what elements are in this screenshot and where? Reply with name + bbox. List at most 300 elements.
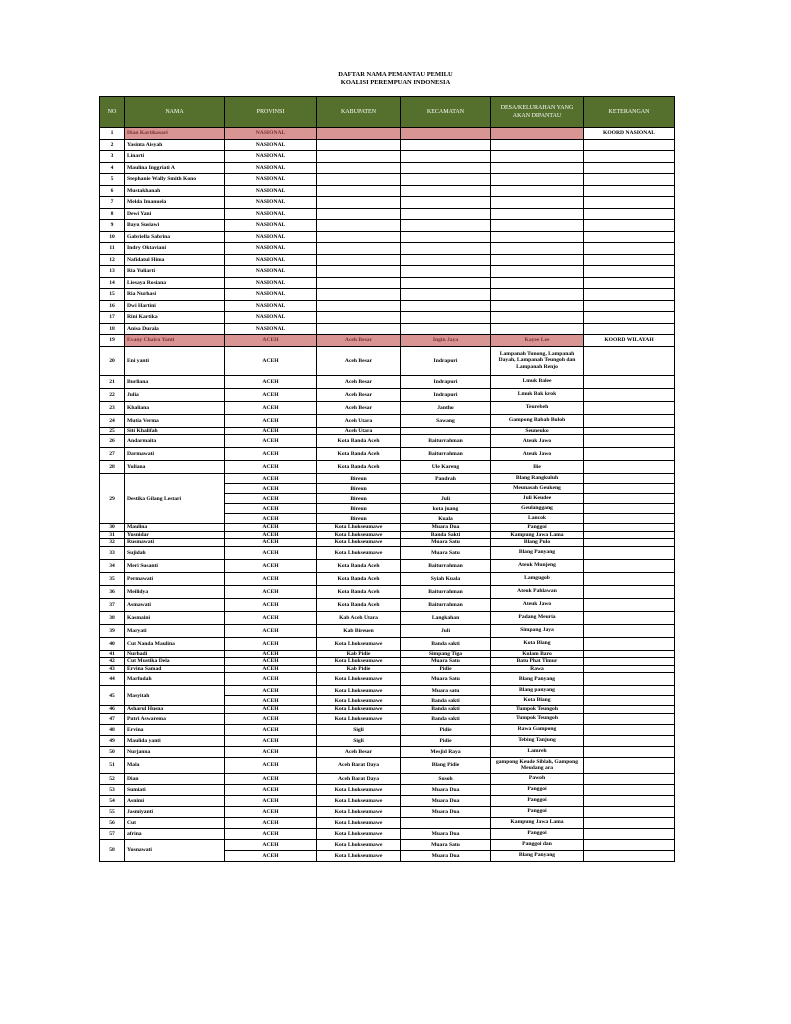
table-row	[100, 611, 675, 624]
table-row	[100, 220, 675, 232]
cell-nama: Asnimi	[125, 795, 225, 806]
cell-desa	[491, 208, 584, 220]
cell-no: 18	[100, 323, 125, 335]
cell-desa	[491, 312, 584, 324]
cell-keterangan	[584, 185, 675, 197]
cell-keterangan	[584, 243, 675, 255]
cell-desa: Lmuk Bak krok	[491, 388, 584, 401]
table-row	[100, 524, 675, 532]
document-title: DAFTAR NAMA PEMANTAU PEMILU	[338, 71, 453, 78]
cell-kabupaten: Kab Aceh Utara	[317, 611, 401, 624]
cell-provinsi: ACEH	[225, 346, 317, 375]
cell-kabupaten: Aceh Utara	[317, 414, 401, 427]
cell-keterangan	[584, 414, 675, 427]
cell-keterangan	[584, 611, 675, 624]
cell-no: 16	[100, 300, 125, 312]
cell-provinsi: NASIONAL	[225, 162, 317, 174]
cell-kabupaten: Aceh Barat Daya	[317, 757, 401, 773]
cell-desa: Padang Meuria	[491, 611, 584, 624]
table-row	[100, 673, 675, 686]
cell-desa	[491, 323, 584, 335]
cell-no: 43	[100, 665, 125, 673]
cell-no: 40	[100, 637, 125, 650]
cell-desa: Tumpok Teungoh	[491, 706, 584, 714]
cell-kabupaten: Sigli	[317, 735, 401, 746]
cell-provinsi: ACEH	[225, 650, 317, 658]
cell-nama: Meilidya	[125, 585, 225, 598]
cell-kecamatan	[401, 185, 491, 197]
cell-kabupaten	[317, 220, 401, 232]
cell-provinsi: ACEH	[225, 598, 317, 611]
cell-kabupaten: Kab Pidie	[317, 665, 401, 673]
cell-provinsi: ACEH	[225, 757, 317, 773]
table-row	[100, 637, 675, 650]
cell-kecamatan	[401, 427, 491, 435]
cell-provinsi: NASIONAL	[225, 220, 317, 232]
cell-kabupaten: Bireun	[317, 514, 401, 524]
cell-no: 41	[100, 650, 125, 658]
cell-keterangan	[584, 208, 675, 220]
cell-provinsi: ACEH	[225, 665, 317, 673]
cell-provinsi: ACEH	[225, 806, 317, 817]
cell-kecamatan: Juli	[401, 624, 491, 637]
cell-kabupaten: Sigli	[317, 724, 401, 735]
header-keterangan: KETERANGAN	[584, 97, 675, 128]
cell-kabupaten: Aceh Utara	[317, 427, 401, 435]
cell-keterangan	[584, 686, 675, 696]
cell-kecamatan: Muara Satu	[401, 839, 491, 850]
cell-kabupaten: Bireun	[317, 504, 401, 514]
cell-kecamatan: Juli	[401, 494, 491, 504]
cell-nama: Stephanie Wally Smith Kono	[125, 174, 225, 186]
cell-no: 47	[100, 713, 125, 724]
cell-nama: Mustakhanah	[125, 185, 225, 197]
header-nama: NAMA	[125, 97, 225, 128]
cell-kabupaten: Kota Banda Aceh	[317, 448, 401, 461]
table-row	[100, 839, 675, 850]
cell-provinsi: NASIONAL	[225, 300, 317, 312]
cell-no: 15	[100, 289, 125, 301]
cell-desa: Teurebeh	[491, 401, 584, 414]
cell-nama: Maulina	[125, 524, 225, 532]
cell-desa: Blang Panyang	[491, 850, 584, 861]
cell-kecamatan	[401, 243, 491, 255]
cell-kecamatan: Sawang	[401, 414, 491, 427]
table-row	[100, 474, 675, 484]
cell-desa: Ilie	[491, 461, 584, 474]
cell-keterangan	[584, 598, 675, 611]
cell-keterangan	[584, 388, 675, 401]
cell-nama: Sujidah	[125, 546, 225, 559]
cell-nama: Ria Yuliarti	[125, 266, 225, 278]
cell-provinsi: ACEH	[225, 448, 317, 461]
cell-kecamatan: Muara Dua	[401, 828, 491, 839]
cell-kabupaten: Kota Lhokseumawe	[317, 713, 401, 724]
table-row	[100, 401, 675, 414]
cell-nama: Yusnidar	[125, 531, 225, 539]
cell-kecamatan: Banda sakti	[401, 706, 491, 714]
cell-kecamatan: Muara Dua	[401, 524, 491, 532]
cell-nama: Asmawati	[125, 598, 225, 611]
cell-provinsi: NASIONAL	[225, 243, 317, 255]
cell-provinsi: NASIONAL	[225, 208, 317, 220]
cell-no: 58	[100, 839, 125, 861]
cell-keterangan	[584, 546, 675, 559]
cell-nama: Khaliana	[125, 401, 225, 414]
cell-no: 25	[100, 427, 125, 435]
cell-kecamatan: Muara Satu	[401, 658, 491, 666]
cell-desa: Ateuk Jawo	[491, 598, 584, 611]
cell-keterangan	[584, 746, 675, 757]
cell-nama: Kasmaini	[125, 611, 225, 624]
cell-desa: Simpang Jaya	[491, 624, 584, 637]
cell-kabupaten: Kota Lhokseumawe	[317, 817, 401, 828]
table-row	[100, 806, 675, 817]
cell-nama: Rini Kartika	[125, 312, 225, 324]
table-row	[100, 724, 675, 735]
cell-kabupaten: Bireun	[317, 494, 401, 504]
cell-kabupaten	[317, 266, 401, 278]
cell-kecamatan	[401, 300, 491, 312]
table-row	[100, 559, 675, 572]
cell-kecamatan: Muara satu	[401, 686, 491, 696]
cell-no: 49	[100, 735, 125, 746]
cell-kabupaten: Kab Pidie	[317, 650, 401, 658]
cell-nama: Destika Gilang Lestari	[125, 474, 225, 524]
cell-kecamatan: Pidie	[401, 665, 491, 673]
table-row	[100, 572, 675, 585]
cell-keterangan: KOORD NASIONAL	[584, 128, 675, 140]
table-body	[100, 128, 675, 862]
cell-kabupaten	[317, 162, 401, 174]
cell-provinsi: ACEH	[225, 375, 317, 388]
cell-no: 42	[100, 658, 125, 666]
cell-keterangan	[584, 724, 675, 735]
cell-keterangan	[584, 427, 675, 435]
cell-nama: Permawati	[125, 572, 225, 585]
cell-provinsi: ACEH	[225, 388, 317, 401]
cell-keterangan	[584, 665, 675, 673]
table-row	[100, 546, 675, 559]
cell-desa: gampong Keude Siblah, Gampong Meudang ara	[491, 757, 584, 773]
cell-keterangan	[584, 624, 675, 637]
cell-desa	[491, 220, 584, 232]
cell-kabupaten: Kota Lhokseumawe	[317, 696, 401, 706]
cell-desa	[491, 277, 584, 289]
table-row	[100, 346, 675, 375]
cell-provinsi: NASIONAL	[225, 254, 317, 266]
cell-kabupaten	[317, 174, 401, 186]
cell-nama: Cut Nanda Maulina	[125, 637, 225, 650]
cell-provinsi: ACEH	[225, 435, 317, 448]
cell-keterangan	[584, 795, 675, 806]
cell-nama: Sumiati	[125, 784, 225, 795]
cell-kabupaten: Kota Lhokseumawe	[317, 539, 401, 547]
cell-desa: Panggoi	[491, 828, 584, 839]
cell-nama: Indry Oktaviani	[125, 243, 225, 255]
cell-desa: Blang Rangkuluh	[491, 474, 584, 484]
cell-desa	[491, 162, 584, 174]
cell-kecamatan: Ule Kareng	[401, 461, 491, 474]
cell-provinsi: ACEH	[225, 546, 317, 559]
cell-nama: Jasmiyanti	[125, 806, 225, 817]
cell-kecamatan	[401, 162, 491, 174]
cell-keterangan	[584, 312, 675, 324]
cell-nama: Yusnawati	[125, 839, 225, 861]
cell-keterangan	[584, 514, 675, 524]
cell-desa: Juli Keudee	[491, 494, 584, 504]
cell-provinsi: ACEH	[225, 795, 317, 806]
cell-kecamatan	[401, 277, 491, 289]
table-row	[100, 539, 675, 547]
cell-kabupaten: Bireun	[317, 474, 401, 484]
cell-no: 50	[100, 746, 125, 757]
cell-desa: Geulanggang	[491, 504, 584, 514]
cell-keterangan	[584, 531, 675, 539]
cell-no: 46	[100, 706, 125, 714]
cell-keterangan	[584, 484, 675, 494]
cell-nama: Anisa Durala	[125, 323, 225, 335]
table-row	[100, 665, 675, 673]
cell-kecamatan: Pidie	[401, 735, 491, 746]
cell-provinsi: ACEH	[225, 474, 317, 484]
cell-provinsi: ACEH	[225, 658, 317, 666]
cell-no: 10	[100, 231, 125, 243]
cell-kabupaten: Aceh Besar	[317, 388, 401, 401]
cell-provinsi: ACEH	[225, 686, 317, 696]
cell-nama: Dian	[125, 773, 225, 784]
cell-desa: Kulam Baro	[491, 650, 584, 658]
cell-nama: Andarmaita	[125, 435, 225, 448]
cell-kabupaten: Kota Lhokseumawe	[317, 784, 401, 795]
cell-kabupaten: Kota Lhokseumawe	[317, 686, 401, 696]
header-kecamatan: KECAMATAN	[401, 97, 491, 128]
cell-desa: Kampung Jawa Lama	[491, 531, 584, 539]
cell-desa: Tumpok Teungoh	[491, 713, 584, 724]
cell-keterangan	[584, 784, 675, 795]
cell-no: 45	[100, 686, 125, 706]
table-row	[100, 266, 675, 278]
cell-no: 38	[100, 611, 125, 624]
cell-no: 9	[100, 220, 125, 232]
cell-desa: Batu Phat Timur	[491, 658, 584, 666]
cell-desa: Blang panyang	[491, 686, 584, 696]
table-row	[100, 713, 675, 724]
cell-nama: Gabriella Sabrina	[125, 231, 225, 243]
cell-desa: Panggoi	[491, 784, 584, 795]
table-row	[100, 335, 675, 347]
cell-desa: Ateuk Jawo	[491, 448, 584, 461]
cell-provinsi: ACEH	[225, 746, 317, 757]
cell-kabupaten: Kota Banda Aceh	[317, 598, 401, 611]
cell-kabupaten	[317, 323, 401, 335]
cell-kabupaten: Kota Banda Aceh	[317, 461, 401, 474]
cell-kecamatan: Baiturrahman	[401, 448, 491, 461]
cell-keterangan	[584, 637, 675, 650]
cell-desa: Tebing Tanjung	[491, 735, 584, 746]
cell-no: 22	[100, 388, 125, 401]
cell-keterangan	[584, 757, 675, 773]
cell-kabupaten: Kota Banda Aceh	[317, 559, 401, 572]
table-row	[100, 289, 675, 301]
cell-provinsi: NASIONAL	[225, 312, 317, 324]
cell-desa	[491, 289, 584, 301]
cell-nama: Ervina	[125, 724, 225, 735]
cell-provinsi: ACEH	[225, 673, 317, 686]
cell-provinsi: NASIONAL	[225, 128, 317, 140]
cell-kecamatan: Indrapuri	[401, 388, 491, 401]
cell-kecamatan	[401, 323, 491, 335]
cell-keterangan	[584, 735, 675, 746]
cell-kabupaten: Aceh Besar	[317, 375, 401, 388]
cell-nama: Dewi Yani	[125, 208, 225, 220]
cell-kabupaten	[317, 208, 401, 220]
cell-kabupaten: Aceh Besar	[317, 746, 401, 757]
cell-keterangan	[584, 448, 675, 461]
cell-kabupaten: Kota Banda Aceh	[317, 435, 401, 448]
cell-no: 1	[100, 128, 125, 140]
cell-provinsi: ACEH	[225, 559, 317, 572]
cell-provinsi: ACEH	[225, 524, 317, 532]
cell-kabupaten: Bireun	[317, 484, 401, 494]
cell-no: 7	[100, 197, 125, 209]
cell-desa: Panggoi	[491, 524, 584, 532]
cell-keterangan	[584, 572, 675, 585]
cell-nama: Putri Aswarema	[125, 713, 225, 724]
cell-no: 56	[100, 817, 125, 828]
cell-no: 2	[100, 139, 125, 151]
cell-no: 57	[100, 828, 125, 839]
cell-no: 13	[100, 266, 125, 278]
cell-no: 14	[100, 277, 125, 289]
cell-kecamatan: Banda sakti	[401, 713, 491, 724]
cell-desa: Lamgugob	[491, 572, 584, 585]
cell-kecamatan: Indrapuri	[401, 375, 491, 388]
cell-kabupaten: Kota Lhokseumawe	[317, 828, 401, 839]
cell-keterangan	[584, 401, 675, 414]
cell-desa: Blang Pulo	[491, 539, 584, 547]
cell-desa: Kota Blang	[491, 637, 584, 650]
cell-keterangan	[584, 300, 675, 312]
cell-desa	[491, 254, 584, 266]
cell-kabupaten: Kota Lhokseumawe	[317, 706, 401, 714]
cell-kabupaten: Kota Lhokseumawe	[317, 839, 401, 850]
table-row	[100, 139, 675, 151]
header-desa: DESA/KELURAHAN YANG AKAN DIPANTAU	[491, 97, 584, 128]
table-row	[100, 185, 675, 197]
cell-no: 12	[100, 254, 125, 266]
cell-kecamatan: Simpang Tiga	[401, 650, 491, 658]
header-no: NO	[100, 97, 125, 128]
cell-kabupaten: Aceh Besar	[317, 401, 401, 414]
cell-nama: Cut	[125, 817, 225, 828]
cell-provinsi: ACEH	[225, 624, 317, 637]
cell-nama: Eni yanti	[125, 346, 225, 375]
cell-keterangan	[584, 197, 675, 209]
cell-provinsi: ACEH	[225, 773, 317, 784]
cell-keterangan	[584, 494, 675, 504]
cell-nama: Mutia Verma	[125, 414, 225, 427]
cell-keterangan	[584, 585, 675, 598]
cell-no: 20	[100, 346, 125, 375]
cell-kecamatan	[401, 817, 491, 828]
cell-keterangan	[584, 839, 675, 850]
cell-kecamatan: Baiturrahman	[401, 598, 491, 611]
cell-no: 48	[100, 724, 125, 735]
cell-desa	[491, 243, 584, 255]
table-row	[100, 735, 675, 746]
cell-nama: Ervina Samad	[125, 665, 225, 673]
table-row	[100, 706, 675, 714]
cell-kecamatan	[401, 312, 491, 324]
cell-provinsi: ACEH	[225, 427, 317, 435]
cell-no: 26	[100, 435, 125, 448]
cell-nama: Masyitah	[125, 686, 225, 706]
cell-no: 35	[100, 572, 125, 585]
cell-keterangan	[584, 461, 675, 474]
cell-provinsi: ACEH	[225, 713, 317, 724]
cell-provinsi: ACEH	[225, 735, 317, 746]
cell-kecamatan	[401, 220, 491, 232]
cell-desa: Kayee Lee	[491, 335, 584, 347]
cell-no: 36	[100, 585, 125, 598]
cell-keterangan	[584, 139, 675, 151]
cell-kabupaten	[317, 151, 401, 163]
cell-keterangan	[584, 539, 675, 547]
cell-kabupaten: Aceh Barat Daya	[317, 773, 401, 784]
cell-kecamatan	[401, 266, 491, 278]
cell-kecamatan: Mesjid Raya	[401, 746, 491, 757]
cell-no: 37	[100, 598, 125, 611]
table-row	[100, 448, 675, 461]
cell-keterangan	[584, 174, 675, 186]
cell-kabupaten: Kota Lhokseumawe	[317, 658, 401, 666]
header-kabupaten: KABUPATEN	[317, 97, 401, 128]
table-row	[100, 461, 675, 474]
cell-provinsi: ACEH	[225, 484, 317, 494]
cell-desa: Panggoi	[491, 806, 584, 817]
cell-provinsi: ACEH	[225, 724, 317, 735]
table-row	[100, 197, 675, 209]
cell-provinsi: ACEH	[225, 784, 317, 795]
document-subtitle: KOALISI PEREMPUAN INDONESIA	[340, 79, 451, 86]
cell-no: 28	[100, 461, 125, 474]
cell-keterangan	[584, 828, 675, 839]
cell-nama: Liesaya Rosiana	[125, 277, 225, 289]
table-row	[100, 658, 675, 666]
table-row	[100, 828, 675, 839]
cell-no: 3	[100, 151, 125, 163]
cell-keterangan	[584, 220, 675, 232]
cell-no: 5	[100, 174, 125, 186]
cell-nama: Asharul Husna	[125, 706, 225, 714]
cell-provinsi: ACEH	[225, 850, 317, 861]
cell-desa: Lancok	[491, 514, 584, 524]
cell-no: 30	[100, 524, 125, 532]
table-row	[100, 784, 675, 795]
cell-nama: Yuliana	[125, 461, 225, 474]
cell-nama: Maulida yanti	[125, 735, 225, 746]
cell-kabupaten: Kota Lhokseumawe	[317, 795, 401, 806]
cell-no: 19	[100, 335, 125, 347]
cell-provinsi: NASIONAL	[225, 323, 317, 335]
cell-keterangan	[584, 696, 675, 706]
cell-keterangan	[584, 650, 675, 658]
cell-provinsi: NASIONAL	[225, 139, 317, 151]
cell-provinsi: ACEH	[225, 572, 317, 585]
cell-kecamatan: Pandrah	[401, 474, 491, 484]
cell-provinsi: NASIONAL	[225, 197, 317, 209]
